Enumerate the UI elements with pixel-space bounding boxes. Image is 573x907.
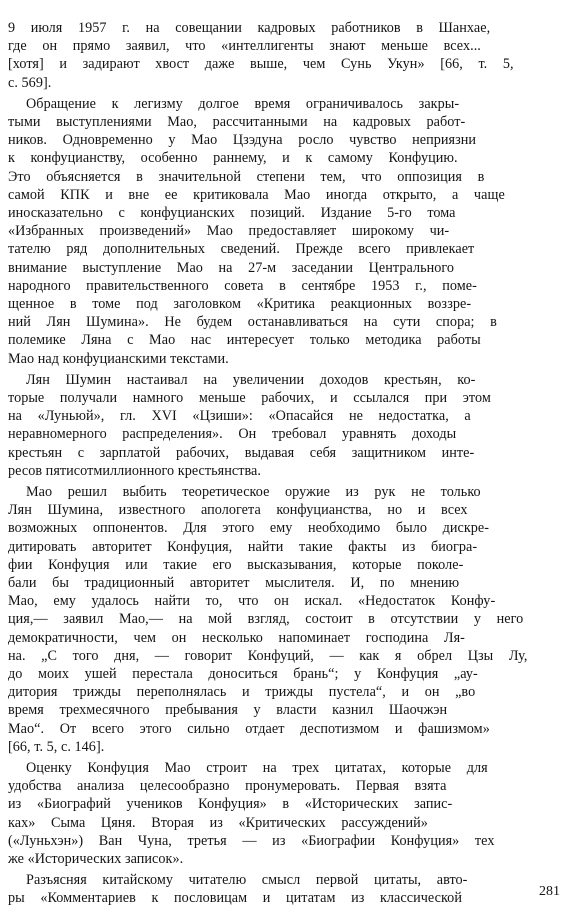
text-line: 9 июля 1957 г. на совещании кадровых работников в Шанхае, bbox=[8, 20, 491, 36]
text-line: народного правительственного совета в сентябре 1953 г., поме- bbox=[8, 278, 477, 294]
text-line: где он прямо заявил, что «интеллигенты знают меньше всех... bbox=[8, 38, 481, 54]
text-line: Лян Шумина, известного апологета конфуцианства, но и всех bbox=[8, 502, 468, 518]
text-line: на «Луньюй», гл. XVI «Цзиши»: «Опасайся не недостатка, а bbox=[8, 408, 471, 424]
text-line: время трехмесячного пребывания у власти казнил Шаочжэн bbox=[8, 702, 448, 718]
text-line: («Луньхэн») Ван Чуна, третья — из «Биографии Конфуция» тех bbox=[8, 833, 495, 849]
text-line: с. 569]. bbox=[8, 75, 52, 91]
text-line: возможных оппонентов. Для этого ему необходимо было дискре- bbox=[8, 520, 490, 536]
text-line: Мао“. От всего этого сильно отдает деспотизмом и фашизмом» bbox=[8, 721, 490, 737]
text-line: крестьян с зарплатой рабочих, выдавая себя защитником инте- bbox=[8, 445, 475, 461]
text-line: Обращение к легизму долгое время ограничивалось закры- bbox=[26, 96, 460, 112]
text-line: неравномерного распределения». Он требовал уравнять доходы bbox=[8, 426, 457, 442]
text-line: [66, т. 5, с. 146]. bbox=[8, 739, 105, 755]
text-line: Разъясняя китайскому читателю смысл первой цитаты, авто- bbox=[26, 872, 468, 888]
text-line: фии Конфуция или такие его высказывания, которые поколе- bbox=[8, 557, 464, 573]
text-line: щенное в томе под заголовком «Критика реакционных воззре- bbox=[8, 296, 472, 312]
text-line: тыми выступлениями Мао, рассчитанными на кадровых работ- bbox=[8, 114, 466, 130]
text-line: полемике Ляна с Мао нас интересует только методика работы bbox=[8, 332, 481, 348]
text-line: из «Биографий учеников Конфуция» в «Исторических запис- bbox=[8, 796, 453, 812]
text-line: к конфуцианству, особенно раннему, и к самому Конфуцию. bbox=[8, 150, 458, 166]
text-line: тателю ряд дополнительных сведений. Прежде всего привлекает bbox=[8, 241, 475, 257]
text-line: Оценку Конфуция Мао строит на трех цитатах, которые для bbox=[26, 760, 488, 776]
text-line: до моих ушей перестала доноситься брань“; у Конфуция „ау- bbox=[8, 666, 478, 682]
text-line: бали бы традиционный авторитет мыслителя. И, по мнению bbox=[8, 575, 460, 591]
text-line: ках» Сыма Цяня. Вторая из «Критических рассуждений» bbox=[8, 815, 428, 831]
text-line: внимание выступление Мао на 27-м заседании Центрального bbox=[8, 260, 455, 276]
text-line: дитория трижды переполнялась и трижды пустела“, и он „во bbox=[8, 684, 476, 700]
text-line: Мао, ему удалось найти то, что он искал. «Недостаток Конфу- bbox=[8, 593, 496, 609]
text-line: же «Исторических записок». bbox=[8, 851, 184, 867]
text-line: иносказательно с конфуцианских позиций. Издание 5-го тома bbox=[8, 205, 456, 221]
page-number: 281 bbox=[539, 884, 560, 899]
text-line: самой КПК и вне ее критиковала Мао иногда открыто, а чаще bbox=[8, 187, 505, 203]
text-line: ний Лян Шумина». Не будем останавливаться на сути спора; в bbox=[8, 314, 497, 330]
text-line: ников. Одновременно у Мао Цзэдуна росло чувство неприязни bbox=[8, 132, 477, 148]
text-line: Это объясняется в значительной степени тем, что оппозиция в bbox=[8, 169, 485, 185]
text-line: ры «Комментариев к пословицам и цитатам из классической bbox=[8, 890, 462, 906]
text-line: ресов пятисотмиллионного крестьянства. bbox=[8, 463, 261, 479]
text-line: Мао решил выбить теоретическое оружие из рук не только bbox=[26, 484, 481, 500]
text-line: демократичности, чем он несколько напоминает господина Ля- bbox=[8, 630, 465, 646]
text-line: удобства анализа целесообразно пронумеровать. Первая взята bbox=[8, 778, 447, 794]
text-line: на. „С того дня, — говорит Конфуций, — как я обрел Цзы Лу, bbox=[8, 648, 528, 664]
text-line: [хотя] и задирают хвост даже выше, чем Сунь Укун» [66, т. 5, bbox=[8, 56, 514, 72]
text-line: Лян Шумин настаивал на увеличении доходов крестьян, ко- bbox=[26, 372, 476, 388]
text-line: «Избранных произведений» Мао предоставляет широкому чи- bbox=[8, 223, 450, 239]
text-line: торые получали намного меньше рабочих, и ссылался при этом bbox=[8, 390, 491, 406]
text-line: дитировать авторитет Конфуция, найти такие факты из биогра- bbox=[8, 539, 478, 555]
text-line: ция,— заявил Мао,— на мой взгляд, состоит в отсутствии у него bbox=[8, 611, 524, 627]
text-line: Мао над конфуцианскими текстами. bbox=[8, 351, 229, 367]
